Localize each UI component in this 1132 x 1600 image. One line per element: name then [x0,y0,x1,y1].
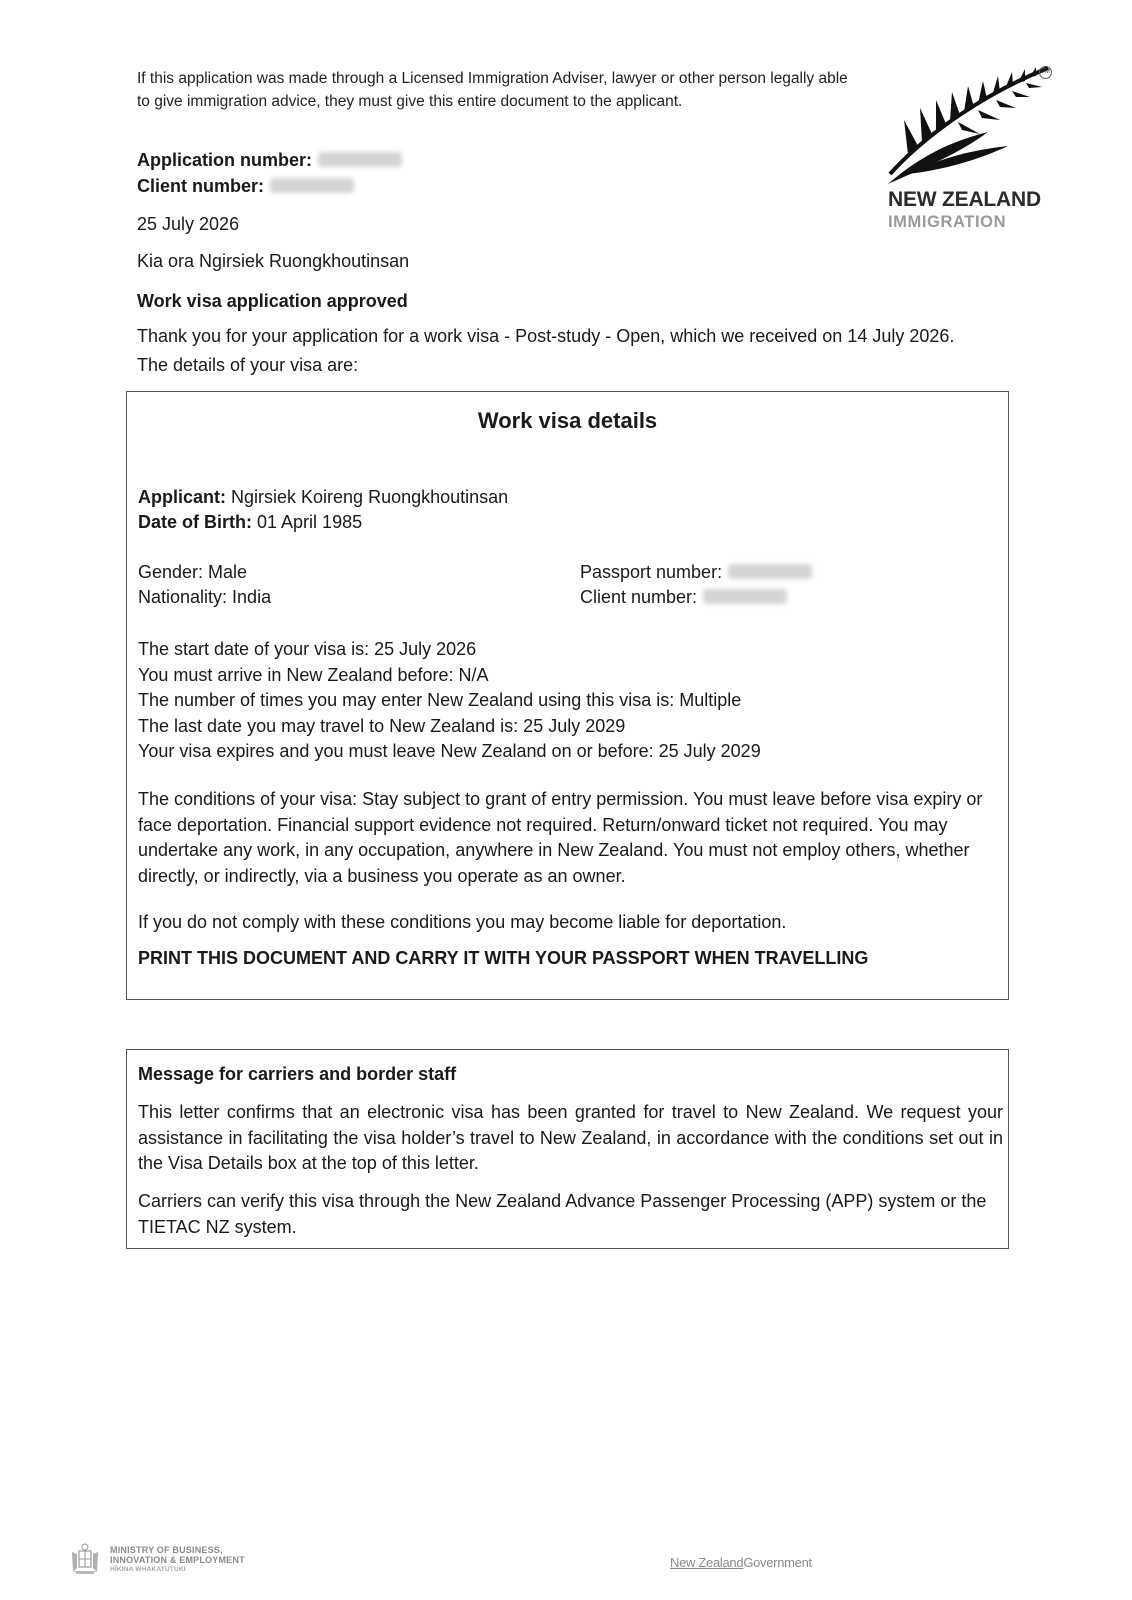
entries: The number of times you may enter New Zealand using this visa is: Multiple [138,690,742,711]
subject-heading: Work visa application approved [137,291,408,311]
ministry-line-2: INNOVATION & EMPLOYMENT [110,1555,245,1565]
expiry-date: Your visa expires and you must leave New Zealand on or before: 25 July 2029 [138,741,761,762]
client-number-row [137,176,354,197]
logo-new-zealand-text: NEW ZEALAND [888,188,1041,211]
applicant-label: Applicant: [138,487,226,507]
nationality: Nationality: India [138,587,272,607]
ministry-line-3: HĪKINA WHAKATUTUKI [110,1566,186,1573]
passport-number-row [580,562,812,583]
visa-details-box [126,391,1009,1000]
passport-number-redacted [728,564,812,579]
carriers-paragraph-1: This letter confirms that an electronic visa has been granted for travel to New Zealand. We request your assistance in facilitating the visa holder’s travel to New Zealand, in accordance with the conditions set out in the Visa Details box at the top of this letter. [138,1102,1003,1174]
visa-conditions: The conditions of your visa: Stay subject to grant of entry permission. You must leave before visa expiry or face deportation. Financial support evidence not required. Return/onward ticket not required. You may undertake any work, in any occupation, anywhere in New Zealand. You must not employ others, whether directly, or indirectly, via a business you operate as an owner. [138,789,983,886]
application-number-row [137,150,402,171]
comply-warning: If you do not comply with these conditions you may become liable for deportation. [138,912,787,932]
dob-row [138,512,362,533]
arrive-before: You must arrive in New Zealand before: N/A [138,664,489,685]
dob-value: 01 April 1985 [257,512,363,532]
silver-fern-icon [888,62,1063,187]
greeting: Kia ora Ngirsiek Ruongkhoutinsan [137,251,410,271]
application-number-label: Application number: [137,150,312,170]
nz-government-logo [670,1555,812,1570]
ministry-name [110,1545,245,1575]
nz-coat-of-arms-icon [68,1542,102,1576]
ministry-line-1: MINISTRY OF BUSINESS, [110,1545,223,1555]
print-notice: PRINT THIS DOCUMENT AND CARRY IT WITH YOUR PASSPORT WHEN TRAVELLING [138,948,869,968]
start-date: The start date of your visa is: 25 July 2026 [138,639,477,659]
client-number-label: Client number: [137,176,265,196]
trademark-mark: TM [1039,66,1052,79]
visa-client-number-redacted [703,589,787,604]
visa-client-number-row [580,587,787,608]
logo-immigration-text: IMMIGRATION [888,213,1007,231]
visa-details-title: Work visa details [477,408,658,433]
applicant-value: Ngirsiek Koireng Ruongkhoutinsan [231,487,509,507]
carriers-message-box [126,1049,1009,1249]
nz-government-part-2: Government [743,1555,812,1570]
intro-paragraph: Thank you for your application for a work visa - Post-study - Open, which we received on 14 July 2026. The details of your visa are: [137,326,955,375]
carriers-title: Message for carriers and border staff [138,1064,457,1084]
dob-label: Date of Birth: [138,512,252,532]
mbie-footer-logo [68,1542,268,1582]
adviser-notice: If this application was made through a Licensed Immigration Adviser, lawyer or other person legally able to give immigration advice, they must give this entire document to the applicant. [137,70,848,110]
visa-dates-block [138,637,761,765]
client-number-redacted [270,178,354,193]
passport-number-label: Passport number: [580,562,723,582]
applicant-row [138,487,508,508]
visa-client-number-label: Client number: [580,587,698,607]
nz-government-part-1: New Zealand [670,1555,744,1570]
last-travel-date: The last date you may travel to New Zealand is: 25 July 2029 [138,715,626,736]
letter-date: 25 July 2026 [137,214,240,234]
application-number-redacted [318,152,402,167]
carriers-paragraph-2: Carriers can verify this visa through the New Zealand Advance Passenger Processing (APP) system or the TIETAC NZ system. [138,1191,987,1237]
nz-immigration-logo [888,62,1068,242]
gender: Gender: Male [138,562,248,582]
